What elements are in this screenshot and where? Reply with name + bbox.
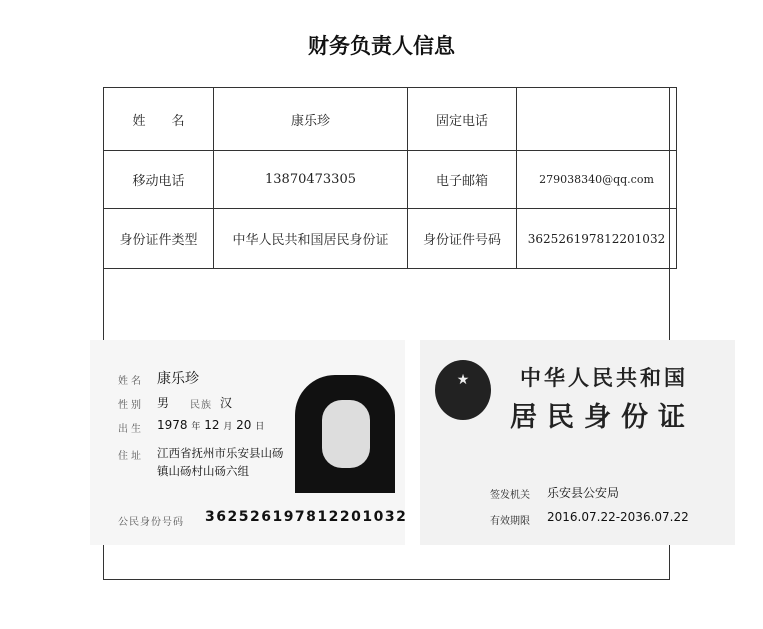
birth-value (157, 418, 264, 432)
table-cell: 康乐珍 (214, 88, 408, 151)
page-title: 财务负责人信息 (308, 34, 455, 58)
month-unit: 月 (223, 422, 233, 432)
table-cell: 电子邮箱 (408, 151, 517, 209)
table-cell (517, 88, 677, 151)
table-row (104, 209, 677, 269)
issuer-value: 乐安县公安局 (547, 486, 620, 500)
birth-year: 1978 (157, 418, 188, 432)
gender-value: 男 (157, 396, 170, 410)
table-row (104, 151, 677, 209)
birth-month: 12 (204, 418, 220, 432)
table-cell: 身份证件类型 (104, 209, 214, 269)
year-unit: 年 (191, 422, 201, 432)
table-cell: 身份证件号码 (408, 209, 517, 269)
table-cell: 362526197812201032 (517, 209, 677, 269)
id-number-value: 362526197812201032 (205, 509, 408, 525)
day-unit: 日 (255, 422, 265, 432)
country-name: 中华人民共和国 (520, 365, 688, 390)
address-label: 住址 (118, 451, 144, 462)
ethnicity-label: 民族 (190, 400, 212, 411)
id-number-label: 公民身份号码 (118, 517, 184, 528)
issuer-label: 签发机关 (490, 490, 530, 501)
birth-label: 出生 (118, 424, 144, 435)
name-value: 康乐珍 (157, 371, 199, 387)
birth-day: 20 (236, 418, 252, 432)
gender-label: 性别 (118, 400, 144, 411)
id-card-back (420, 340, 735, 545)
id-card-front (90, 340, 408, 545)
address-line1: 江西省抚州市乐安县山砀 (157, 446, 284, 460)
validity-value: 2016.07.22-2036.07.22 (547, 510, 689, 524)
table-cell: 固定电话 (408, 88, 517, 151)
portrait-face (322, 400, 370, 468)
name-label: 姓名 (118, 376, 144, 387)
card-title: 居民身份证 (510, 402, 695, 433)
validity-label: 有效期限 (490, 516, 530, 527)
national-emblem-icon: ★ (435, 360, 491, 420)
table-cell: 中华人民共和国居民身份证 (214, 209, 408, 269)
table-cell: 姓 名 (104, 88, 214, 151)
table-cell: 279038340@qq.com (517, 151, 677, 209)
table-row (104, 88, 677, 151)
ethnicity-value: 汉 (220, 396, 233, 410)
table-cell: 13870473305 (214, 151, 408, 209)
address-line2: 镇山砀村山砀六组 (157, 464, 249, 478)
info-table (103, 87, 677, 269)
table-cell: 移动电话 (104, 151, 214, 209)
